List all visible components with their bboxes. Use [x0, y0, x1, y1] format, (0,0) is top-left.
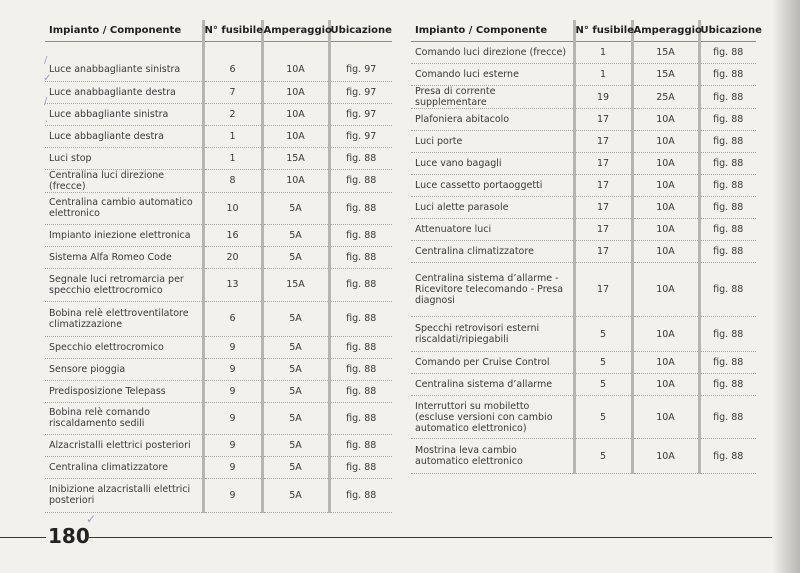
- header-amperage: Amperaggio: [262, 20, 329, 42]
- amperage-cell: 10A: [262, 81, 329, 103]
- table-header-row: [45, 20, 392, 42]
- table-row: [411, 219, 756, 241]
- amperage-cell: 10A: [632, 131, 699, 153]
- component-cell: Presa di corrente supplementare: [411, 86, 574, 109]
- location-cell: fig. 88: [699, 439, 756, 474]
- amperage-cell: 5A: [262, 456, 329, 478]
- amperage-cell: 5A: [262, 224, 329, 246]
- amperage-cell: 10A: [632, 197, 699, 219]
- table-row: [45, 268, 392, 301]
- table-row: [45, 125, 392, 147]
- amperage-cell: 10A: [632, 109, 699, 131]
- spacer-row: [45, 42, 392, 60]
- table-row: [411, 153, 756, 175]
- component-cell: Attenuatore luci: [411, 219, 574, 241]
- fuse-number-cell: 5: [574, 317, 632, 352]
- amperage-cell: 10A: [632, 175, 699, 197]
- table-row: [45, 402, 392, 434]
- component-cell: Impianto iniezione elettronica: [45, 224, 203, 246]
- location-cell: fig. 88: [329, 380, 392, 402]
- component-cell: Comando luci direzione (frecce): [411, 42, 574, 64]
- table-row: [411, 317, 756, 352]
- component-cell: Centralina climatizzatore: [411, 241, 574, 263]
- component-cell: Luci porte: [411, 131, 574, 153]
- component-cell: Luce anabbagliante destra: [45, 81, 203, 103]
- amperage-cell: 10A: [632, 153, 699, 175]
- component-cell: Plafoniera abitacolo: [411, 109, 574, 131]
- location-cell: fig. 88: [329, 478, 392, 512]
- fuse-number-cell: 1: [203, 147, 262, 169]
- table-row: [411, 175, 756, 197]
- fuse-number-cell: 17: [574, 109, 632, 131]
- page-binding-shadow: [772, 0, 800, 573]
- component-cell: Comando luci esterne: [411, 64, 574, 86]
- amperage-cell: 15A: [632, 64, 699, 86]
- fuse-number-cell: 1: [203, 125, 262, 147]
- component-cell: Specchi retrovisori esterni riscaldati/ripiegabili: [411, 317, 574, 352]
- location-cell: fig. 88: [699, 86, 756, 109]
- location-cell: fig. 88: [329, 169, 392, 192]
- location-cell: fig. 88: [699, 153, 756, 175]
- fuse-number-cell: 16: [203, 224, 262, 246]
- fuse-number-cell: 20: [203, 246, 262, 268]
- component-cell: Alzacristalli elettrici posteriori: [45, 434, 203, 456]
- table-header-row: [411, 20, 756, 42]
- location-cell: fig. 97: [329, 125, 392, 147]
- component-cell: Interruttori su mobiletto (escluse versioni con cambio automatico elettronico): [411, 396, 574, 439]
- footer-rule: [0, 537, 46, 538]
- table-row: [45, 224, 392, 246]
- table-row: [45, 358, 392, 380]
- amperage-cell: 10A: [262, 125, 329, 147]
- amperage-cell: 10A: [262, 103, 329, 125]
- header-location: Ubicazione: [329, 20, 392, 42]
- fuse-number-cell: 17: [574, 175, 632, 197]
- page-number: 180: [48, 524, 90, 548]
- location-cell: fig. 88: [329, 301, 392, 336]
- table-row: [45, 192, 392, 224]
- fuse-number-cell: 17: [574, 153, 632, 175]
- pencil-checkmark-icon: /: [44, 55, 48, 66]
- table-row: [411, 197, 756, 219]
- location-cell: fig. 88: [699, 197, 756, 219]
- table-row: [411, 396, 756, 439]
- amperage-cell: 5A: [262, 434, 329, 456]
- pencil-checkmark-icon: ✓: [43, 73, 52, 84]
- fuse-number-cell: 6: [203, 59, 262, 81]
- fuse-number-cell: 17: [574, 131, 632, 153]
- component-cell: Luce abbagliante sinistra: [45, 103, 203, 125]
- table-row: [45, 434, 392, 456]
- fuse-table-left-body: [45, 42, 392, 513]
- header-location: Ubicazione: [699, 20, 756, 42]
- location-cell: fig. 88: [329, 224, 392, 246]
- location-cell: fig. 88: [329, 246, 392, 268]
- location-cell: fig. 88: [699, 131, 756, 153]
- amperage-cell: 15A: [262, 268, 329, 301]
- table-row: [45, 478, 392, 512]
- location-cell: fig. 97: [329, 59, 392, 81]
- fuse-table-right-body: [411, 42, 756, 474]
- location-cell: fig. 88: [699, 352, 756, 374]
- amperage-cell: 15A: [262, 147, 329, 169]
- location-cell: fig. 88: [699, 317, 756, 352]
- amperage-cell: 10A: [632, 263, 699, 317]
- fuse-number-cell: 5: [574, 396, 632, 439]
- fuse-number-cell: 1: [574, 64, 632, 86]
- location-cell: fig. 88: [699, 219, 756, 241]
- location-cell: fig. 97: [329, 81, 392, 103]
- location-cell: fig. 88: [699, 175, 756, 197]
- fuse-number-cell: 9: [203, 336, 262, 358]
- table-row: [45, 456, 392, 478]
- amperage-cell: 5A: [262, 336, 329, 358]
- fuse-number-cell: 17: [574, 263, 632, 317]
- table-row: [411, 241, 756, 263]
- fuse-number-cell: 17: [574, 241, 632, 263]
- table-row: [45, 169, 392, 192]
- component-cell: Specchio elettrocromico: [45, 336, 203, 358]
- amperage-cell: 10A: [632, 439, 699, 474]
- location-cell: fig. 88: [699, 64, 756, 86]
- location-cell: fig. 88: [699, 42, 756, 64]
- table-row: [45, 147, 392, 169]
- location-cell: fig. 88: [329, 456, 392, 478]
- table-row: [45, 246, 392, 268]
- component-cell: Mostrina leva cambio automatico elettronico: [411, 439, 574, 474]
- table-row: [411, 131, 756, 153]
- amperage-cell: 5A: [262, 402, 329, 434]
- component-cell: Luci stop: [45, 147, 203, 169]
- location-cell: fig. 88: [699, 396, 756, 439]
- amperage-cell: 5A: [262, 358, 329, 380]
- footer-rule: [86, 537, 776, 538]
- table-row: [411, 86, 756, 109]
- header-fuse-number: N° fusibile: [574, 20, 632, 42]
- fuse-number-cell: 6: [203, 301, 262, 336]
- amperage-cell: 10A: [632, 352, 699, 374]
- fuse-number-cell: 1: [574, 42, 632, 64]
- table-row: [45, 336, 392, 358]
- component-cell: Comando per Cruise Control: [411, 352, 574, 374]
- component-cell: Sistema Alfa Romeo Code: [45, 246, 203, 268]
- component-cell: Bobina relè elettroventilatore climatizzazione: [45, 301, 203, 336]
- component-cell: Centralina cambio automatico elettronico: [45, 192, 203, 224]
- component-cell: Centralina climatizzatore: [45, 456, 203, 478]
- header-amperage: Amperaggio: [632, 20, 699, 42]
- location-cell: fig. 88: [699, 241, 756, 263]
- location-cell: fig. 97: [329, 103, 392, 125]
- fuse-number-cell: 9: [203, 358, 262, 380]
- amperage-cell: 10A: [632, 317, 699, 352]
- component-cell: Inibizione alzacristalli elettrici posteriori: [45, 478, 203, 512]
- fuse-number-cell: 7: [203, 81, 262, 103]
- fuse-number-cell: 9: [203, 402, 262, 434]
- location-cell: fig. 88: [329, 402, 392, 434]
- amperage-cell: 10A: [632, 219, 699, 241]
- fuse-number-cell: 13: [203, 268, 262, 301]
- fuse-number-cell: 17: [574, 197, 632, 219]
- header-fuse-number: N° fusibile: [203, 20, 262, 42]
- amperage-cell: 5A: [262, 246, 329, 268]
- component-cell: Luce abbagliante destra: [45, 125, 203, 147]
- amperage-cell: 5A: [262, 301, 329, 336]
- fuse-number-cell: 9: [203, 478, 262, 512]
- table-row: [45, 59, 392, 81]
- table-row: [411, 42, 756, 64]
- fuse-number-cell: 9: [203, 434, 262, 456]
- location-cell: fig. 88: [699, 374, 756, 396]
- fuse-number-cell: 5: [574, 439, 632, 474]
- component-cell: Sensore pioggia: [45, 358, 203, 380]
- fuse-number-cell: 19: [574, 86, 632, 109]
- component-cell: Luci alette parasole: [411, 197, 574, 219]
- location-cell: fig. 88: [699, 109, 756, 131]
- amperage-cell: 25A: [632, 86, 699, 109]
- table-row: [411, 352, 756, 374]
- component-cell: Centralina sistema d’allarme - Ricevitore telecomando - Presa diagnosi: [411, 263, 574, 317]
- location-cell: fig. 88: [329, 147, 392, 169]
- fuse-table-right: [411, 20, 762, 474]
- pencil-checkmark-icon: /: [44, 96, 48, 107]
- amperage-cell: 5A: [262, 380, 329, 402]
- component-cell: Luce anabbagliante sinistra: [45, 59, 203, 81]
- location-cell: fig. 88: [329, 434, 392, 456]
- table-row: [45, 103, 392, 125]
- fuse-table-left: [45, 20, 392, 513]
- table-row: [411, 374, 756, 396]
- amperage-cell: 10A: [632, 396, 699, 439]
- header-component: Impianto / Componente: [45, 20, 203, 42]
- location-cell: fig. 88: [699, 263, 756, 317]
- amperage-cell: 10A: [632, 374, 699, 396]
- fuse-number-cell: 10: [203, 192, 262, 224]
- fuse-number-cell: 9: [203, 380, 262, 402]
- fuse-number-cell: 5: [574, 352, 632, 374]
- location-cell: fig. 88: [329, 192, 392, 224]
- component-cell: Centralina luci direzione (frecce): [45, 169, 203, 192]
- component-cell: Predisposizione Telepass: [45, 380, 203, 402]
- fuse-number-cell: 2: [203, 103, 262, 125]
- component-cell: Bobina relè comando riscaldamento sedili: [45, 402, 203, 434]
- amperage-cell: 5A: [262, 192, 329, 224]
- component-cell: Luce vano bagagli: [411, 153, 574, 175]
- amperage-cell: 10A: [262, 59, 329, 81]
- location-cell: fig. 88: [329, 336, 392, 358]
- amperage-cell: 15A: [632, 42, 699, 64]
- amperage-cell: 10A: [262, 169, 329, 192]
- fuse-number-cell: 5: [574, 374, 632, 396]
- header-component: Impianto / Componente: [411, 20, 574, 42]
- amperage-cell: 5A: [262, 478, 329, 512]
- table-row: [45, 380, 392, 402]
- table-row: [411, 64, 756, 86]
- pencil-checkmark-icon: ✓: [86, 512, 97, 526]
- table-row: [45, 81, 392, 103]
- location-cell: fig. 88: [329, 358, 392, 380]
- component-cell: Segnale luci retromarcia per specchio elettrocromico: [45, 268, 203, 301]
- location-cell: fig. 88: [329, 268, 392, 301]
- table-row: [411, 263, 756, 317]
- table-row: [411, 109, 756, 131]
- fuse-number-cell: 9: [203, 456, 262, 478]
- table-row: [411, 439, 756, 474]
- fuse-number-cell: 8: [203, 169, 262, 192]
- pencil-checkmark-icon: ·: [45, 117, 49, 128]
- fuse-number-cell: 17: [574, 219, 632, 241]
- table-row: [45, 301, 392, 336]
- amperage-cell: 10A: [632, 241, 699, 263]
- component-cell: Luce cassetto portaoggetti: [411, 175, 574, 197]
- component-cell: Centralina sistema d’allarme: [411, 374, 574, 396]
